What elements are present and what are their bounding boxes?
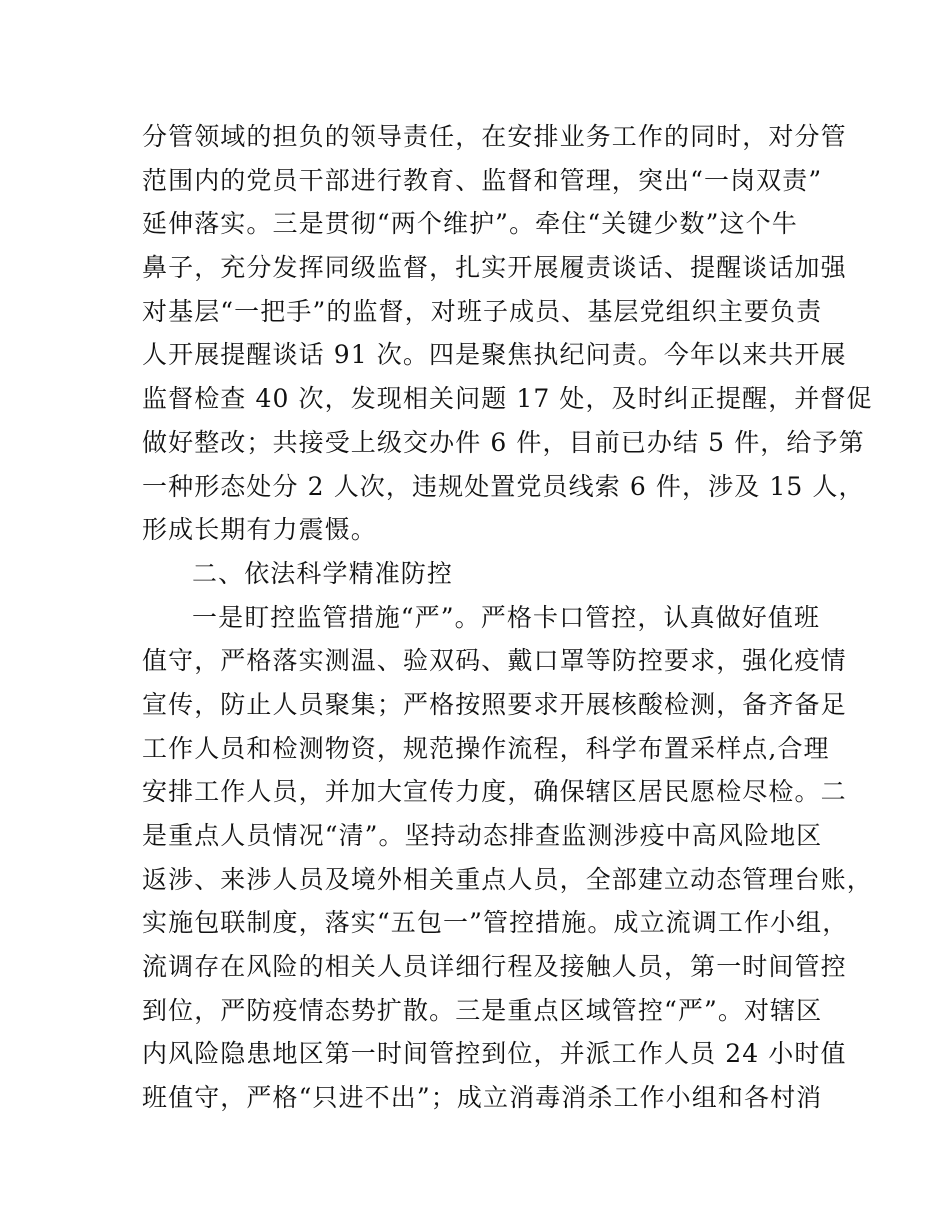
text-line: 一是盯控监管措施“严”。严格卡口管控，认真做好值班 (192, 602, 821, 632)
text-line: 做好整改；共接受上级交办件 6 件，目前已办结 5 件，给予第 (142, 427, 865, 457)
section-heading: 二、依法科学精准防控 (192, 558, 454, 588)
text-line: 范围内的党员干部进行教育、监督和管理，突出“一岗双责” (142, 165, 823, 195)
text-line: 返涉、来涉人员及境外相关重点人员，全部建立动态管理台账， (142, 864, 873, 894)
text-line: 是重点人员情况“清”。坚持动态排查监测涉疫中高风险地区 (142, 821, 823, 850)
text-line: 形成长期有力震慑。 (142, 515, 377, 545)
text-line: 人开展提醒谈话 91 次。四是聚焦执纪问责。今年以来共开展 (142, 340, 847, 370)
text-line: 工作人员和检测物资，规范操作流程，科学布置采样点,合理 (142, 733, 830, 763)
body-text (142, 115, 873, 1120)
text-line: 实施包联制度，落实“五包一”管控措施。成立流调工作小组， (142, 908, 849, 938)
text-line: 宣传，防止人员聚集；严格按照要求开展核酸检测，备齐备足 (142, 689, 847, 719)
text-line: 监督检查 40 次，发现相关问题 17 处，及时纠正提醒，并督促 (142, 384, 873, 414)
text-line: 对基层“一把手”的监督，对班子成员、基层党组织主要负责 (142, 296, 823, 326)
text-line: 一种形态处分 2 人次，违规处置党员线索 6 件，涉及 15 人， (142, 471, 865, 501)
text-line: 延伸落实。三是贯彻“两个维护”。牵住“关键少数”这个牛 (142, 209, 798, 239)
text-line: 分管领域的担负的领导责任，在安排业务工作的同时，对分管 (142, 122, 847, 151)
text-line: 到位，严防疫情态势扩散。三是重点区域管控“严”。对辖区 (142, 995, 823, 1025)
text-line: 安排工作人员，并加大宣传力度，确保辖区居民愿检尽检。二 (142, 777, 847, 807)
text-line: 值守，严格落实测温、验双码、戴口罩等防控要求，强化疫情 (142, 646, 847, 676)
text-line: 流调存在风险的相关人员详细行程及接触人员，第一时间管控 (142, 952, 847, 982)
text-line: 内风险隐患地区第一时间管控到位，并派工作人员 24 小时值 (142, 1039, 847, 1069)
text-line: 鼻子，充分发挥同级监督，扎实开展履责谈话、提醒谈话加强 (142, 253, 847, 283)
text-line: 班值守，严格“只进不出”；成立消毒消杀工作小组和各村消 (142, 1083, 823, 1113)
